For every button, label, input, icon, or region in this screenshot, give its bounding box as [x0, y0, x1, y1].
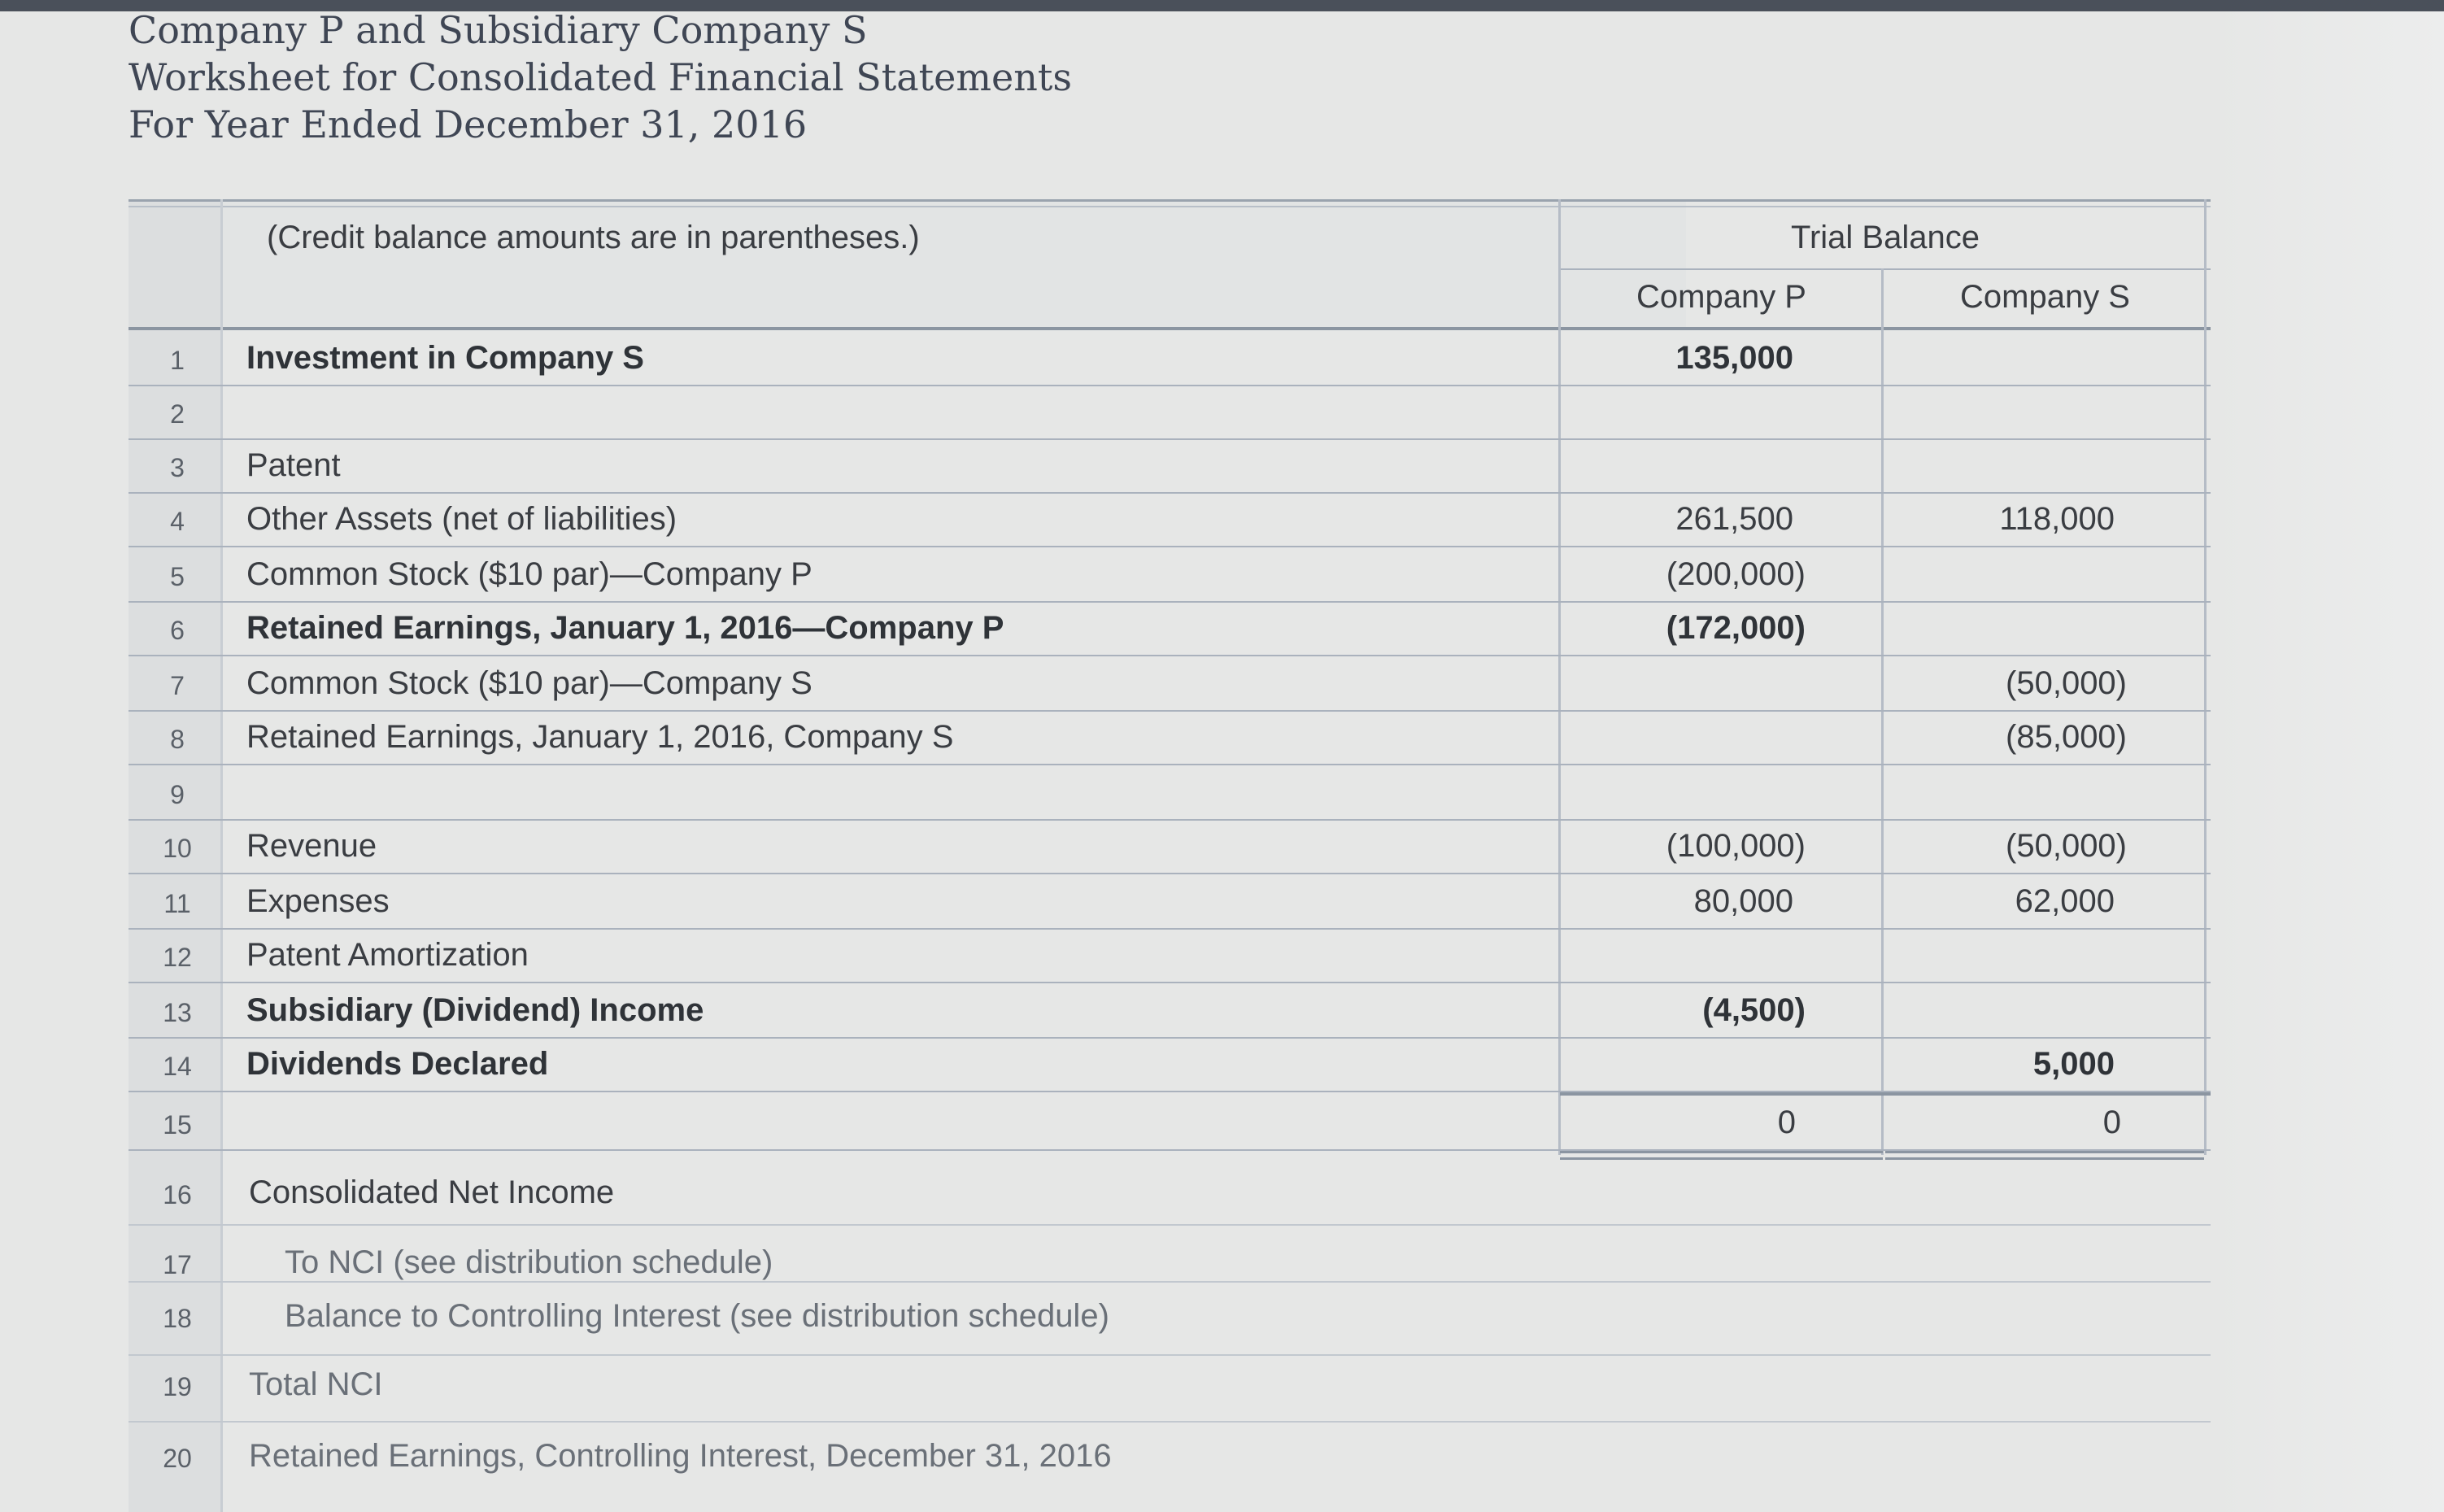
worksheet-table [129, 199, 2211, 1512]
worksheet-title: Worksheet for Consolidated Financial Statements [129, 55, 1072, 99]
row-number: 16 [163, 1180, 192, 1209]
company-s-header: Company S [1960, 279, 2130, 315]
company-p-amount: 261,500 [1675, 501, 1793, 537]
company-p-amount: (4,500) [1702, 992, 1806, 1028]
row-rule [129, 1421, 2211, 1423]
double-rule-s [1885, 1157, 2204, 1160]
top-rule-inner [129, 206, 2211, 207]
company-s-amount: 62,000 [2015, 883, 2115, 919]
total-rule [1560, 1092, 2211, 1096]
company-p-total: 0 [1777, 1105, 1796, 1140]
row-number: 7 [170, 671, 185, 700]
company-s-amount: (50,000) [2006, 665, 2127, 701]
trial-balance-rule [1560, 268, 2211, 270]
row-label: Patent [246, 447, 341, 483]
row-label: Patent Amortization [246, 937, 529, 973]
row-label: Subsidiary (Dividend) Income [246, 992, 704, 1028]
row-rule [129, 385, 2211, 386]
row-rule [129, 601, 2211, 603]
row-number: 9 [170, 780, 185, 809]
row-number: 8 [170, 725, 185, 754]
row-number: 1 [170, 346, 185, 375]
company-p-amount: 135,000 [1675, 340, 1793, 376]
row-rule [129, 492, 2211, 494]
row-rule [129, 873, 2211, 874]
row-number: 4 [170, 507, 185, 536]
row-rule [129, 655, 2211, 656]
row-number: 2 [170, 399, 185, 429]
row-rule [129, 764, 2211, 765]
company-p-amount: (100,000) [1666, 828, 1806, 864]
header-bottom-rule [129, 327, 2211, 330]
company-title: Company P and Subsidiary Company S [129, 8, 868, 52]
row-label: Balance to Controlling Interest (see distribution schedule) [285, 1298, 1109, 1334]
row-rule [129, 1037, 2211, 1039]
row-number: 18 [163, 1304, 192, 1333]
row-number: 19 [163, 1372, 192, 1401]
trial-balance-header: Trial Balance [1791, 220, 1980, 255]
row-label: Expenses [246, 883, 390, 919]
row-rule [129, 819, 2211, 821]
row-label: Investment in Company S [246, 340, 644, 376]
company-p-amount: 80,000 [1693, 883, 1793, 919]
row-number: 6 [170, 616, 185, 645]
company-s-left-rule [1881, 268, 1884, 1155]
row-label: Dividends Declared [246, 1046, 549, 1082]
row-label: Revenue [246, 828, 377, 864]
row-rule [129, 982, 2211, 983]
company-p-header: Company P [1636, 279, 1806, 315]
double-rule-p [1560, 1151, 1883, 1153]
row-rule [129, 710, 2211, 712]
rownum-divider [220, 199, 223, 1512]
row-number: 5 [170, 562, 185, 591]
row-label: Total NCI [249, 1366, 383, 1402]
double-rule-s [1885, 1151, 2204, 1153]
row-number: 14 [163, 1052, 192, 1081]
row-rule [129, 928, 2211, 930]
company-s-amount: (85,000) [2006, 719, 2127, 755]
row-number: 20 [163, 1444, 192, 1473]
company-s-right-rule [2204, 199, 2207, 1155]
row-number: 10 [163, 834, 192, 863]
row-number: 15 [163, 1110, 192, 1139]
row-label: Retained Earnings, January 1, 2016—Company P [246, 610, 1004, 646]
row-label: Common Stock ($10 par)—Company P [246, 556, 812, 592]
company-p-amount: (172,000) [1666, 610, 1806, 646]
company-p-amount: (200,000) [1666, 556, 1806, 592]
row-rule [129, 546, 2211, 547]
background-fade [2212, 11, 2444, 1512]
row-label: Retained Earnings, January 1, 2016, Company S [246, 719, 954, 755]
row-number: 13 [163, 998, 192, 1027]
row-rule [129, 1354, 2211, 1356]
row-rule [129, 1224, 2211, 1226]
row-label: To NCI (see distribution schedule) [285, 1244, 773, 1280]
row-number: 17 [163, 1250, 192, 1279]
row-label: Consolidated Net Income [249, 1174, 615, 1210]
company-s-amount: (50,000) [2006, 828, 2127, 864]
row-rule [129, 438, 2211, 440]
company-s-amount: 5,000 [2032, 1046, 2115, 1082]
top-rule [129, 199, 2211, 202]
row-label: Other Assets (net of liabilities) [246, 501, 677, 537]
credit-balance-note: (Credit balance amounts are in parentheses.) [267, 220, 920, 255]
company-s-amount: 118,000 [1999, 501, 2115, 537]
row-number: 3 [170, 453, 185, 482]
row-label: Common Stock ($10 par)—Company S [246, 665, 812, 701]
period-title: For Year Ended December 31, 2016 [129, 102, 808, 146]
company-s-total: 0 [2102, 1105, 2121, 1140]
double-rule-p [1560, 1157, 1883, 1160]
row-number: 11 [163, 889, 191, 918]
worksheet-heading [129, 7, 1072, 148]
row-label: Retained Earnings, Controlling Interest, December 31, 2016 [249, 1438, 1112, 1474]
row-number: 12 [163, 943, 192, 972]
